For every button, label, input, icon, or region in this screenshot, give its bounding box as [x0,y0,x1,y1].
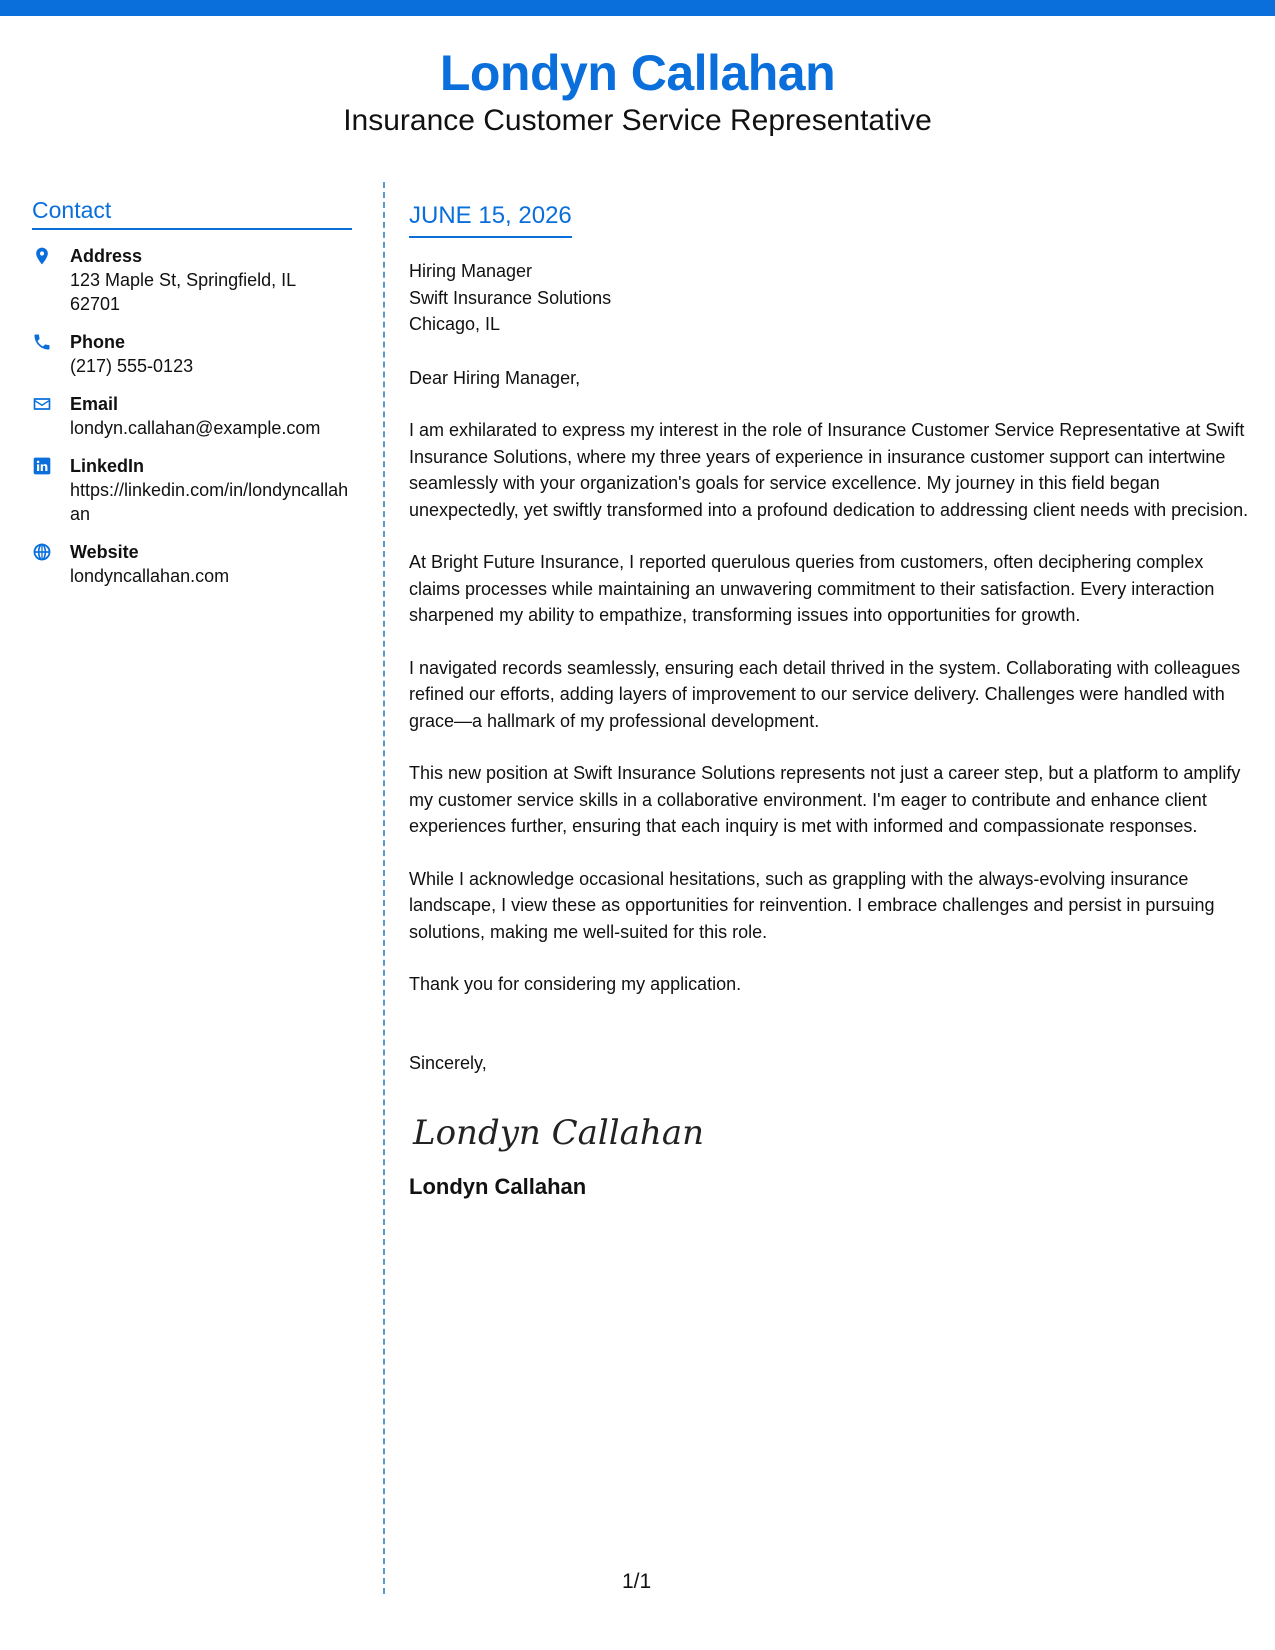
phone-icon [32,332,52,352]
paragraph: At Bright Future Insurance, I reported querulous queries from customers, often deciphering complex claims processes while maintaining an unwavering commitment to their satisfaction. Every interaction sharpened my ability to empathize, transforming issues into opportunities for growth. [409,552,1215,625]
recipient-block [409,258,1249,338]
paragraph: This new position at Swift Insurance Solutions represents not just a career step, but a platform to amplify my customer service skills in a collaborative environment. I'm eager to contribute and enhance client experiences further, ensuring that each inquiry is met with informed and compassionate responses. [409,763,1241,836]
contact-address [32,244,352,316]
recipient-line: Chicago, IL [409,314,501,334]
column-divider [383,182,385,1594]
signer-name: Londyn Callahan [409,1174,587,1199]
letter-date: JUNE 15, 2026 [409,200,572,238]
contact-website [32,540,352,588]
contact-label: Website [70,542,139,562]
contact-value[interactable]: londyncallahan.com [70,566,230,586]
contact-linkedin [32,454,352,526]
applicant-name: Londyn Callahan [439,45,836,101]
contact-value[interactable]: https://linkedin.com/in/londyncallahan [70,480,349,524]
page-number-text: 1/1 [622,1570,652,1593]
contact-sidebar [32,196,352,602]
contact-phone [32,330,352,378]
paragraph: I navigated records seamlessly, ensuring each detail thrived in the system. Collaborating with colleagues refined our efforts, adding layers of improvement to our service delivery. Challenges were handled with grace—a hallmark of my professional development. [409,657,1241,731]
paragraph: While I acknowledge occasional hesitations, such as grappling with the always-evolving insurance landscape, I view these as opportunities for reinvention. I embrace challenges and persist in pursuing solutions, making me well-suited for this role. [409,868,1215,942]
contact-label: Phone [70,332,126,352]
contact-label: LinkedIn [70,456,145,476]
job-title: Insurance Customer Service Representative [343,104,932,137]
globe-icon [32,542,52,562]
contact-value[interactable]: londyn.callahan@example.com [70,418,321,438]
linkedin-icon [32,456,52,476]
contact-email [32,392,352,440]
paragraph: I am exhilarated to express my interest in the role of Insurance Customer Service Representative at Swift Insurance Solutions, where my three years of experience in insurance customer support can intertwine seamlessly with your organization's goals for service excellence. My journey in this field began unexpectedly, yet swiftly transformed into a profound dedication to addressing client needs with precision. [409,420,1249,520]
handwritten-signature [409,1102,1249,1162]
contact-list [32,244,352,588]
paragraph: Thank you for considering my application. [409,974,742,994]
closing: Sincerely, [409,1052,487,1073]
header [0,42,1275,140]
map-pin-icon [32,246,52,266]
contact-value: (217) 555-0123 [70,356,194,376]
contact-heading: Contact [32,196,352,230]
contact-label: Email [70,394,119,414]
contact-value: 123 Maple St, Springfield, IL 62701 [70,270,296,314]
recipient-line: Swift Insurance Solutions [409,287,612,308]
signature-text: Londyn Callahan [413,1113,704,1153]
recipient-line: Hiring Manager [409,261,533,281]
contact-label: Address [70,246,143,266]
salutation: Dear Hiring Manager, [409,367,581,388]
envelope-icon [32,394,52,414]
top-accent-bar [0,0,1275,16]
letter-body [409,200,1249,1201]
